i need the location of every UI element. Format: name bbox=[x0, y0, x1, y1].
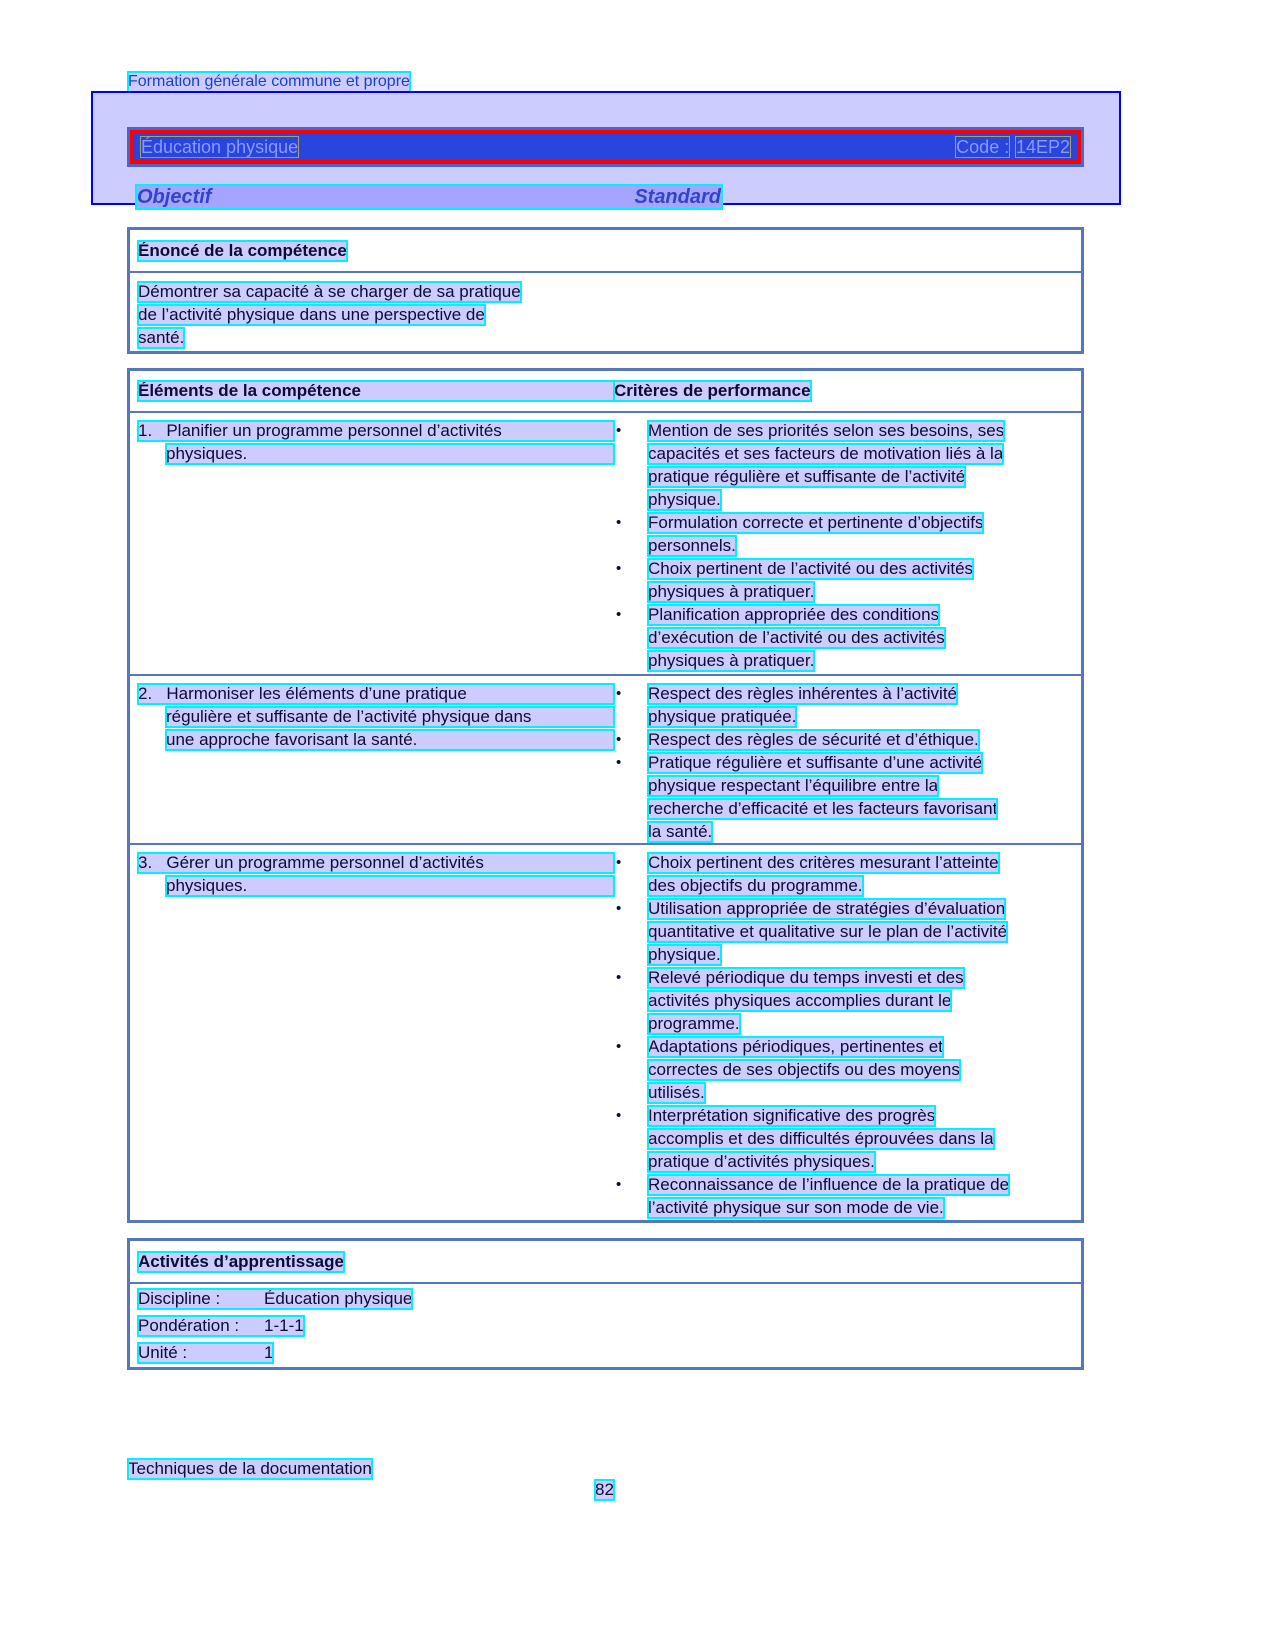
criterion-item bbox=[614, 853, 1073, 899]
criterion-text bbox=[648, 1037, 960, 1106]
criterion-line: Respect des règles de sécurité et d’éthique. bbox=[648, 730, 979, 749]
bullet-icon: • bbox=[616, 1176, 622, 1193]
criterion-line: pratique régulière et suffisante de l’activité bbox=[648, 467, 966, 486]
criterion-line: Choix pertinent de l’activité ou des activités bbox=[648, 559, 974, 578]
bullet-icon: • bbox=[616, 606, 622, 623]
criterion-text bbox=[648, 899, 1007, 968]
criterion-item bbox=[614, 684, 1073, 730]
program-header: Formation générale commune et propre bbox=[128, 73, 410, 90]
criterion-item bbox=[614, 753, 1073, 845]
criterion-text bbox=[648, 1106, 994, 1175]
criterion-line: Mention de ses priorités selon ses besoins, ses bbox=[648, 421, 1005, 440]
criterion-line: activités physiques accomplies durant le bbox=[648, 991, 952, 1010]
code-label: Code : bbox=[956, 136, 1010, 157]
criterion-text bbox=[648, 421, 1004, 513]
bullet-icon: • bbox=[616, 854, 622, 871]
enonce-box bbox=[127, 227, 1084, 354]
criterion-line: l’activité physique sur son mode de vie. bbox=[648, 1198, 944, 1217]
criterion-line: Respect des règles inhérentes à l’activité bbox=[648, 684, 957, 703]
criterion-text bbox=[648, 853, 999, 899]
bullet-icon: • bbox=[616, 514, 622, 531]
criterion-line: physique. bbox=[648, 490, 721, 509]
page-number: 82 bbox=[595, 1480, 614, 1499]
criterion-text bbox=[648, 605, 945, 674]
criterion-line: des objectifs du programme. bbox=[648, 876, 863, 895]
criterion-line: physique. bbox=[648, 945, 721, 964]
criterion-line: pratique d’activités physiques. bbox=[648, 1152, 875, 1171]
criterion-text bbox=[648, 559, 973, 605]
course-code: 14EP2 bbox=[1015, 136, 1070, 157]
objectif-standard-row bbox=[137, 186, 721, 208]
element-line: physiques. bbox=[166, 444, 614, 464]
bullet-icon: • bbox=[616, 731, 622, 748]
criterion-text bbox=[648, 513, 983, 559]
criterion-text bbox=[648, 730, 979, 753]
criterion-line: Planification appropriée des conditions bbox=[648, 605, 940, 624]
criterion-text bbox=[648, 1175, 1009, 1221]
element-line: régulière et suffisante de l’activité physique dans bbox=[166, 707, 614, 727]
element-line: 2. Harmoniser les éléments d’une pratique bbox=[138, 684, 614, 704]
criterion-line: personnels. bbox=[648, 536, 736, 555]
elements-box bbox=[127, 368, 1084, 1223]
enonce-text: Démontrer sa capacité à se charger de sa pratique bbox=[138, 282, 521, 301]
criterion-item bbox=[614, 605, 1073, 674]
criterion-line: physiques à pratiquer. bbox=[648, 582, 815, 601]
criterion-item bbox=[614, 1175, 1073, 1221]
element-cell bbox=[138, 421, 614, 668]
bullet-icon: • bbox=[616, 560, 622, 577]
criterion-line: Utilisation appropriée de stratégies d’évaluation bbox=[648, 899, 1006, 918]
criterion-item bbox=[614, 899, 1073, 968]
activite-value: Éducation physique bbox=[264, 1289, 413, 1308]
criterion-item bbox=[614, 968, 1073, 1037]
enonce-text: de l’activité physique dans une perspective de bbox=[138, 305, 485, 324]
objectif-label: Objectif bbox=[137, 186, 212, 208]
element-line: physiques. bbox=[166, 876, 614, 896]
criterion-line: physiques à pratiquer. bbox=[648, 651, 815, 670]
criterion-text bbox=[648, 684, 957, 730]
activite-item bbox=[138, 1289, 412, 1309]
enonce-line bbox=[138, 282, 1073, 302]
criteria-cell bbox=[614, 421, 1073, 668]
criterion-line: utilisés. bbox=[648, 1083, 705, 1102]
bullet-icon: • bbox=[616, 1038, 622, 1055]
criterion-line: Pratique régulière et suffisante d’une activité bbox=[648, 753, 983, 772]
activite-label: Pondération : bbox=[138, 1316, 240, 1335]
criterion-line: Adaptations périodiques, pertinentes et bbox=[648, 1037, 943, 1056]
criterion-line: correctes de ses objectifs ou des moyens bbox=[648, 1060, 960, 1079]
criterion-item bbox=[614, 1037, 1073, 1106]
criterion-line: Formulation correcte et pertinente d’objectifs bbox=[648, 513, 984, 532]
activite-item bbox=[138, 1343, 273, 1363]
criterion-line: quantitative et qualitative sur le plan de l’activité bbox=[648, 922, 1008, 941]
activite-value: 1 bbox=[264, 1343, 274, 1362]
criteria-cell bbox=[614, 684, 1073, 841]
bullet-icon: • bbox=[616, 900, 622, 917]
bullet-icon: • bbox=[616, 754, 622, 771]
criterion-item bbox=[614, 730, 1073, 753]
course-title: Éducation physique bbox=[141, 137, 299, 157]
table-row bbox=[130, 413, 1081, 676]
criterion-item bbox=[614, 421, 1073, 513]
criterion-line: capacités et ses facteurs de motivation liés à la bbox=[648, 444, 1004, 463]
footer-left: Techniques de la documentation bbox=[128, 1459, 372, 1478]
activite-value: 1-1-1 bbox=[264, 1316, 304, 1335]
standard-label: Standard bbox=[634, 186, 721, 208]
activite-item bbox=[138, 1316, 304, 1336]
bullet-icon: • bbox=[616, 1107, 622, 1124]
activites-box bbox=[127, 1238, 1084, 1370]
course-title-bar bbox=[127, 127, 1084, 167]
enonce-text: santé. bbox=[138, 328, 185, 347]
element-cell bbox=[138, 853, 614, 1219]
criterion-line: Reconnaissance de l’influence de la pratique de bbox=[648, 1175, 1010, 1194]
criterion-line: Relevé périodique du temps investi et des bbox=[648, 968, 964, 987]
elements-header: Éléments de la compétence bbox=[138, 381, 614, 401]
enonce-line bbox=[138, 305, 1073, 325]
element-line: 3. Gérer un programme personnel d’activités bbox=[138, 853, 614, 873]
element-line: 1. Planifier un programme personnel d’activités bbox=[138, 421, 614, 441]
criterion-line: physique respectant l’équilibre entre la bbox=[648, 776, 939, 795]
activites-title: Activités d’apprentissage bbox=[138, 1251, 344, 1271]
criteria-cell bbox=[614, 853, 1073, 1219]
bullet-icon: • bbox=[616, 685, 622, 702]
criterion-text bbox=[648, 753, 997, 845]
criterion-line: Choix pertinent des critères mesurant l’atteinte bbox=[648, 853, 999, 872]
bullet-icon: • bbox=[616, 969, 622, 986]
criterion-item bbox=[614, 513, 1073, 559]
criterion-line: Interprétation significative des progrès bbox=[648, 1106, 936, 1125]
criterion-line: accomplis et des difficultés éprouvées dans la bbox=[648, 1129, 994, 1148]
activite-label: Discipline : bbox=[138, 1289, 221, 1308]
criterion-line: recherche d’efficacité et les facteurs favorisant bbox=[648, 799, 998, 818]
criterion-line: d’exécution de l’activité ou des activités bbox=[648, 628, 945, 647]
criteria-header: Critères de performance bbox=[614, 381, 811, 400]
criterion-item bbox=[614, 1106, 1073, 1175]
activite-label: Unité : bbox=[138, 1343, 188, 1362]
criterion-line: la santé. bbox=[648, 822, 713, 841]
element-cell bbox=[138, 684, 614, 837]
criterion-text bbox=[648, 968, 964, 1037]
table-row bbox=[130, 676, 1081, 845]
enonce-title: Énoncé de la compétence bbox=[138, 240, 347, 260]
element-line: une approche favorisant la santé. bbox=[166, 730, 614, 750]
bullet-icon: • bbox=[616, 422, 622, 439]
criterion-line: physique pratiquée. bbox=[648, 707, 797, 726]
table-row bbox=[130, 845, 1081, 1225]
enonce-line bbox=[138, 328, 1073, 348]
criterion-item bbox=[614, 559, 1073, 605]
criterion-line: programme. bbox=[648, 1014, 740, 1033]
